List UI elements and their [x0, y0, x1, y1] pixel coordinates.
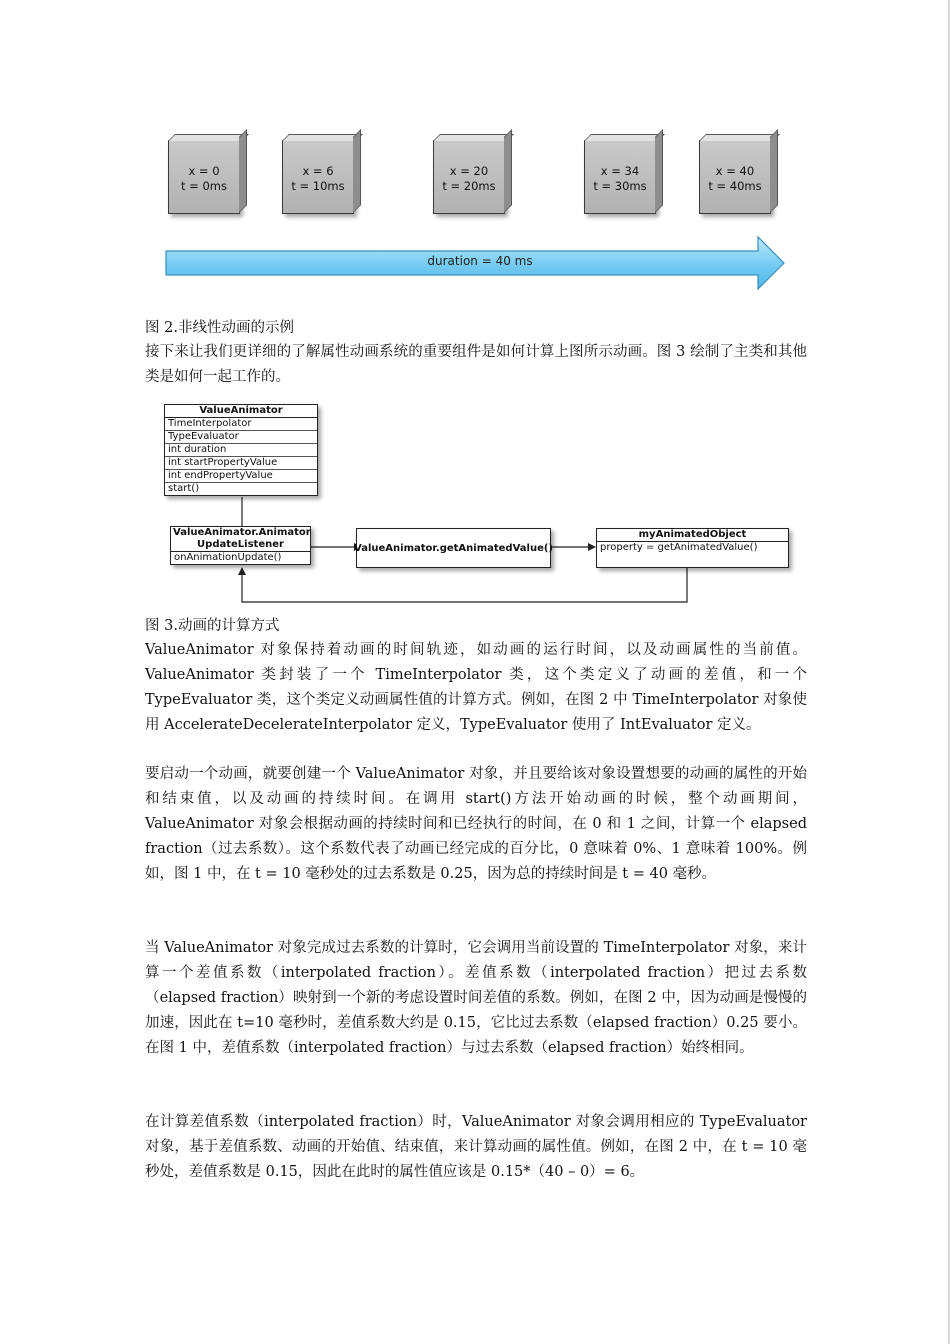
box-t-label: t = 20ms [442, 179, 496, 193]
box-side-face [239, 129, 247, 213]
box-side-face [504, 129, 512, 213]
box-side-face [353, 129, 361, 213]
class-field: TypeEvaluator [165, 431, 317, 444]
paragraph-3: 当 ValueAnimator 对象完成过去系数的计算时，它会调用当前设置的 TimeInterpolator 对象，来计算一个差值系数（interpolated fraction）。差值系数（interpolated fraction）把过去系数（elapsed fraction）映射到一个新的考虑设置时间差值的系数。例如，在图 2 中，因为动画是慢慢的加速，因此在 t=10 毫秒时，差值系数大约是 0.15，它比过去系数（elapsed fraction）0.25 要小。在图 1 中，差值系数（interpolated fraction）与过去系数（elapsed fraction）始终相同。 [145, 940, 807, 1056]
timeline-box-1 [168, 140, 240, 214]
box-top-face [433, 134, 514, 141]
paragraph-2: 要启动一个动画，就要创建一个 ValueAnimator 对象，并且要给该对象设置想要的动画的属性的开始和结束值，以及动画的持续时间。在调用 start()方法开始动画的时候，整个动画期间，ValueAnimator 对象会根据动画的持续时间和已经执行的时间，在 0 和 1 之间，计算一个 elapsed fraction（过去系数）。这个系数代表了动画已经完成的百分比，0 意味着 0%、1 意味着 100%。例如，图 1 中，在 t = 10 毫秒处的过去系数是 0.25，因为总的持续时间是 t = 40 毫秒。 [145, 766, 807, 882]
paragraph-1: ValueAnimator 对象保持着动画的时间轨迹，如动画的运行时间，以及动画属性的当前值。ValueAnimator 类封装了一个 TimeInterpolator 类，这个类定义了动画的差值，和一个TypeEvaluator 类，这个类定义动画属性值的计算方式。例如，在图 2 中 TimeInterpolator 对象使用 AccelerateDecelerateInterpolator 定义，TypeEvaluator 使用了 IntEvaluator 定义。 [145, 642, 807, 733]
timeline-box-4 [584, 140, 656, 214]
box-t-label: t = 10ms [291, 179, 345, 193]
box-t-label: t = 40ms [708, 179, 762, 193]
update-listener-class-box [170, 526, 311, 565]
figure-2-diagram [160, 130, 800, 300]
timeline-box-3 [433, 140, 505, 214]
box-t-label: t = 0ms [181, 179, 227, 193]
class-title: ValueAnimator [165, 405, 317, 418]
box-x-label: x = 0 [188, 164, 220, 178]
value-animator-class-box [164, 404, 318, 496]
figure-3-caption: 图 3.动画的计算方式 [145, 618, 280, 634]
class-method: onAnimationUpdate() [174, 552, 282, 563]
class-field: int endPropertyValue [165, 470, 317, 483]
class-title-line-1: ValueAnimator.Animator [173, 527, 311, 538]
figure-3-diagram [160, 402, 800, 608]
class-field: int startPropertyValue [165, 457, 317, 470]
animated-object-class-box [596, 528, 789, 568]
timeline-box-2 [282, 140, 354, 214]
box-x-label: x = 40 [715, 164, 755, 178]
figure-2-caption: 图 2.非线性动画的示例 [145, 320, 294, 336]
box-x-label: x = 34 [600, 164, 640, 178]
class-method: start() [168, 483, 200, 494]
class-field: int duration [165, 444, 317, 457]
class-field: property = getAnimatedValue() [600, 542, 758, 553]
box-x-label: x = 20 [449, 164, 489, 178]
class-title: myAnimatedObject [597, 529, 788, 542]
box-t-label: t = 30ms [593, 179, 647, 193]
paragraph-4: 在计算差值系数（interpolated fraction）时，ValueAnimator 对象会调用相应的 TypeEvaluator 对象，基于差值系数、动画的开始值、结束值，来计算动画的属性值。例如，在图 2 中，在 t = 10 毫秒处，差值系数是 0.15，因此在此时的属性值应该是 0.15*（40 – 0）= 6。 [145, 1114, 807, 1180]
box-x-label: x = 6 [302, 164, 334, 178]
box-top-face [699, 134, 780, 141]
duration-label: duration = 40 ms [427, 254, 533, 268]
class-title-line-2: UpdateListener [197, 539, 284, 550]
box-side-face [770, 129, 778, 213]
box-top-face [584, 134, 665, 141]
method-label: ValueAnimator.getAnimatedValue() [354, 542, 553, 554]
class-field: TimeInterpolator [165, 418, 317, 431]
timeline-box-5 [699, 140, 771, 214]
class-title [171, 527, 310, 552]
box-side-face [655, 129, 663, 213]
intro-paragraph: 接下来让我们更详细的了解属性动画系统的重要组件是如何计算上图所示动画。图 3 绘制了主类和其他类是如何一起工作的。 [145, 344, 807, 385]
get-animated-value-box [356, 528, 551, 568]
box-top-face [168, 134, 249, 141]
box-top-face [282, 134, 363, 141]
